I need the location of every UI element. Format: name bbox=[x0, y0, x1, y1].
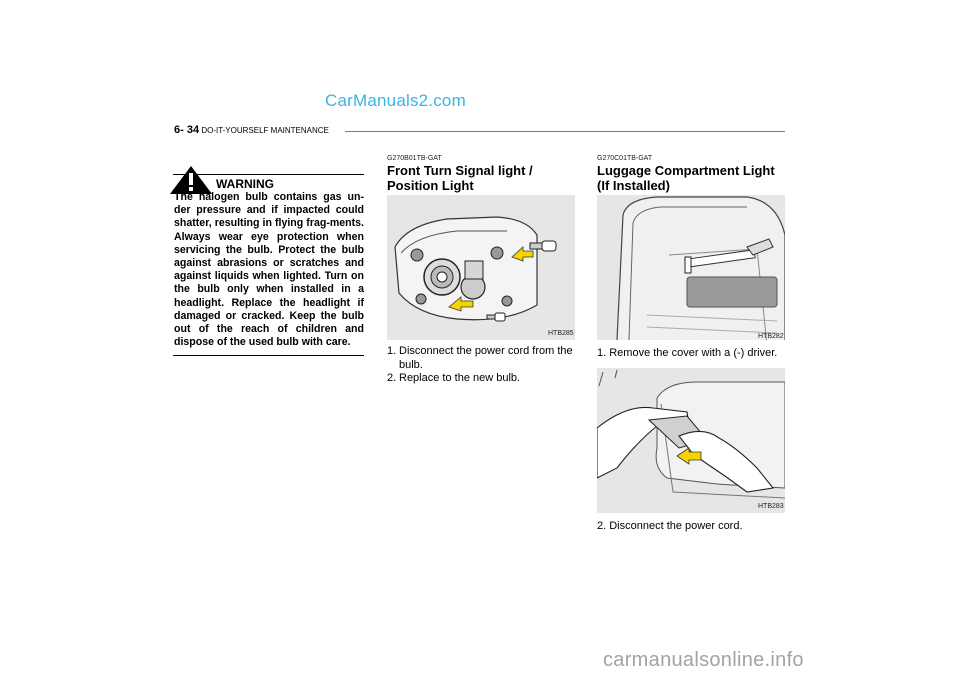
luggage-figure-1 bbox=[597, 195, 785, 340]
warning-bottom-rule bbox=[173, 355, 364, 356]
luggage-step-2: 2. Disconnect the power cord. bbox=[597, 520, 743, 532]
front-turn-title-line2: Position Light bbox=[387, 178, 474, 193]
header-divider bbox=[345, 131, 785, 132]
headlight-illustration bbox=[387, 195, 575, 340]
figure-label-htb285: HTB285 bbox=[548, 330, 574, 337]
front-turn-title-line1: Front Turn Signal light / bbox=[387, 163, 533, 178]
figure-label-htb282: HTB282 bbox=[758, 333, 784, 340]
front-turn-title bbox=[387, 163, 533, 193]
luggage-figure-2 bbox=[597, 368, 785, 513]
page-header bbox=[174, 124, 329, 136]
step-item: 1. Disconnect the power cord from the bulb. bbox=[387, 345, 573, 371]
headlight-figure bbox=[387, 195, 575, 340]
watermark-top[interactable]: CarManuals2.com bbox=[325, 91, 466, 110]
luggage-title bbox=[597, 163, 775, 193]
luggage-step-1: 1. Remove the cover with a (-) driver. bbox=[597, 347, 778, 359]
luggage-code: G270C01TB-GAT bbox=[597, 155, 653, 162]
watermark-bottom[interactable]: carmanualsonline.info bbox=[603, 649, 804, 671]
lamp-removal-illustration bbox=[597, 368, 785, 513]
front-turn-code: G270B01TB-GAT bbox=[387, 155, 442, 162]
page-number: 6- 34 bbox=[174, 124, 200, 136]
step-item: 2. Replace to the new bulb. bbox=[387, 372, 521, 384]
luggage-title-line1: Luggage Compartment Light bbox=[597, 163, 775, 178]
luggage-title-line2: (If Installed) bbox=[597, 178, 670, 193]
section-title: DO-IT-YOURSELF MAINTENANCE bbox=[201, 126, 329, 135]
warning-title: WARNING bbox=[216, 177, 274, 191]
front-turn-steps bbox=[387, 345, 579, 386]
luggage-interior-illustration bbox=[597, 195, 785, 340]
figure-label-htb283: HTB283 bbox=[758, 503, 784, 510]
warning-text: The halogen bulb contains gas un-der pressure and if impacted could shatter, resulting in flying frag-ments. Always wear eye protection when servicing the bulb. Protect the bulb against abrasions or scratches and against liquids when lighted. Turn on the bulb only when installed in a headlight. Replace the headlight if damaged or cracked. Keep the bulb out of the reach of children and dispose of the used bulb with care. bbox=[174, 191, 364, 349]
